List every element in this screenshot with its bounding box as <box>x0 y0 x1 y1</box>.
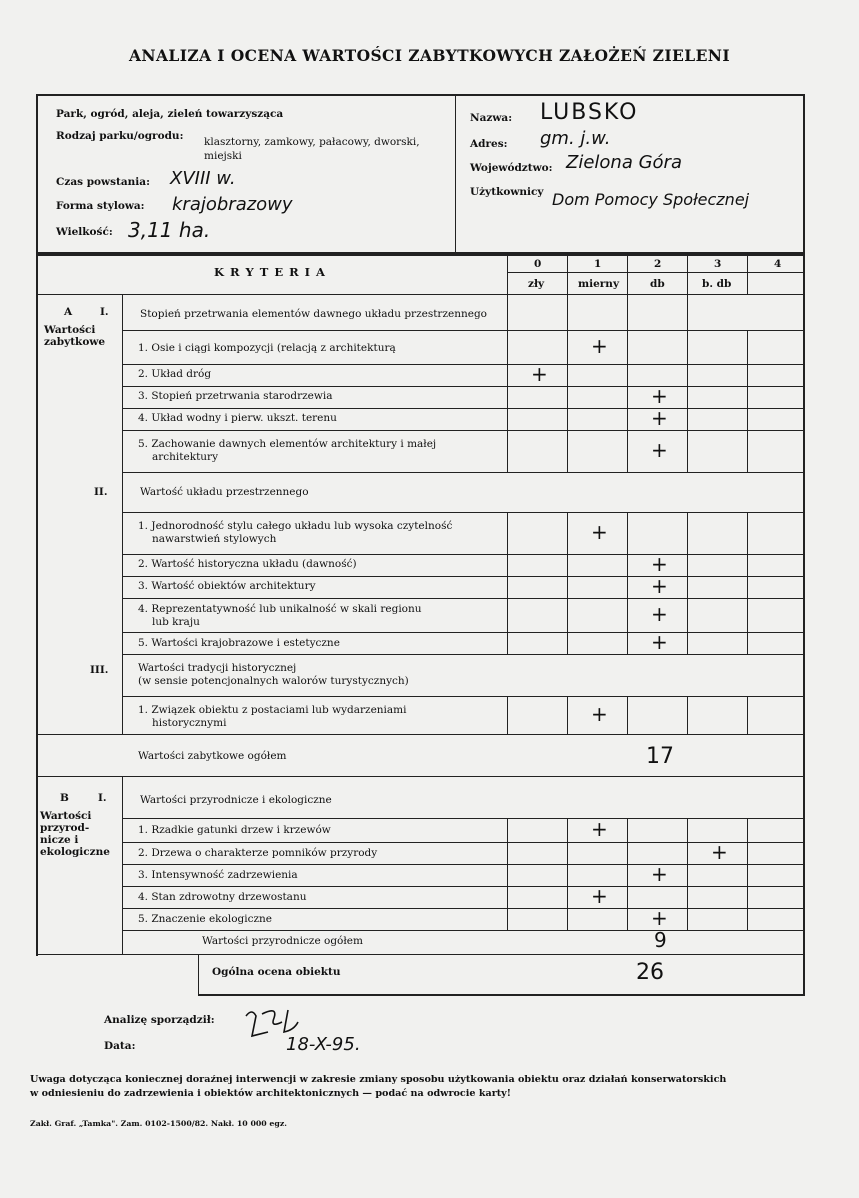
col-line <box>507 696 508 734</box>
col-label-3: b. db <box>702 278 732 290</box>
kryteria-label: K R Y T E R I A <box>214 265 326 279</box>
section-b-name-3: nicze i <box>40 834 79 846</box>
wielkosc-label: Wielkość: <box>56 226 113 238</box>
col-line <box>567 254 568 330</box>
col-line <box>687 330 688 472</box>
col-line <box>567 818 568 930</box>
row-line <box>122 654 805 655</box>
group-b-i-title: Wartości przyrodnicze i ekologiczne <box>140 794 332 806</box>
col-line <box>507 818 508 930</box>
row-ii-1: 1. Jednorodność stylu całego układu lub wysoka czytelność <box>138 520 453 532</box>
total-a-value: 17 <box>646 744 674 769</box>
row-i-2: 2. Układ dróg <box>138 368 212 380</box>
czas-value: XVIII w. <box>170 168 236 189</box>
group-iii-subtitle: (w sensie potencjonalnych walorów turystycznych) <box>138 675 409 687</box>
rating-mark: + <box>591 702 608 726</box>
data-label: Data: <box>104 1040 136 1052</box>
total-a-label: Wartości zabytkowe ogółem <box>138 750 287 762</box>
section-a-letter: A <box>64 306 73 318</box>
uwaga-line-1: Uwaga dotycząca koniecznej doraźnej interwencji w zakresie zmiany sposobu użytkowania obiektu oraz działań konserwatorskich <box>30 1074 727 1085</box>
rating-mark: + <box>531 362 548 386</box>
col-line <box>198 954 199 996</box>
col-line <box>747 512 748 654</box>
rating-mark: + <box>651 384 668 408</box>
col-line <box>627 512 628 654</box>
row-b-4: 4. Stan zdrowotny drzewostanu <box>138 891 307 903</box>
col-line <box>747 330 748 472</box>
col-line <box>627 818 628 930</box>
row-i-4: 4. Układ wodny i pierw. ukszt. terenu <box>138 412 337 424</box>
rating-mark: + <box>651 574 668 598</box>
col-line <box>122 294 123 734</box>
row-ii-5: 5. Wartości krajobrazowe i estetyczne <box>138 637 340 649</box>
col-line <box>567 512 568 654</box>
group-iii-title: Wartości tradycji historycznej <box>138 662 297 674</box>
col-line <box>687 512 688 654</box>
col-num-0: 0 <box>534 258 542 270</box>
col-line <box>627 254 628 330</box>
section-b-name-4: ekologiczne <box>40 846 110 858</box>
nazwa-value: LUBSKO <box>540 100 639 125</box>
col-header-divider <box>507 272 805 273</box>
row-i-5-cont: architektury <box>152 451 219 463</box>
rodzaj-options: klasztorny, zamkowy, pałacowy, dworski, <box>204 136 420 148</box>
czas-label: Czas powstania: <box>56 176 150 188</box>
rating-mark: + <box>651 630 668 654</box>
col-line <box>567 330 568 472</box>
row-iii-1: 1. Związek obiektu z postaciami lub wydarzeniami <box>138 704 407 716</box>
row-line <box>122 330 805 331</box>
rating-mark: + <box>651 438 668 462</box>
form-title: ANALIZA I OCENA WARTOŚCI ZABYTKOWYCH ZAŁOŻEŃ ZIELENI <box>128 46 730 65</box>
overall-row-box <box>36 956 198 998</box>
rodzaj-label: Rodzaj parku/ogrodu: <box>56 130 184 142</box>
header-divider <box>455 96 456 252</box>
adres-label: Adres: <box>470 138 508 150</box>
row-line <box>36 734 805 735</box>
overall-value: 26 <box>636 960 664 985</box>
col-line <box>747 696 748 734</box>
row-b-5: 5. Znaczenie ekologiczne <box>138 913 273 925</box>
row-b-3: 3. Intensywność zadrzewienia <box>138 869 298 881</box>
row-b-1: 1. Rzadkie gatunki drzew i krzewów <box>138 824 331 836</box>
uwaga-line-2: w odniesieniu do zadrzewienia i obiektów architektonicznych — podać na odwrocie karty! <box>30 1088 511 1099</box>
row-line <box>122 472 805 473</box>
row-line <box>122 364 805 365</box>
rating-mark: + <box>591 884 608 908</box>
section-a-roman: I. <box>100 306 109 318</box>
row-ii-2: 2. Wartość historyczna układu (dawność) <box>138 558 357 570</box>
overall-label: Ogólna ocena obiektu <box>212 966 341 978</box>
col-line <box>507 512 508 654</box>
header-bottom-line <box>36 294 805 295</box>
row-line <box>122 408 805 409</box>
col-line <box>747 818 748 930</box>
rating-mark: + <box>651 552 668 576</box>
uzytkownicy-value: Dom Pomocy Społecznej <box>552 190 750 209</box>
row-line <box>36 954 200 955</box>
analize-label: Analizę sporządził: <box>104 1014 215 1026</box>
row-line <box>122 954 805 955</box>
group-i-title: Stopień przetrwania elementów dawnego układu przestrzennego <box>140 308 487 320</box>
group-ii-title: Wartość układu przestrzennego <box>140 486 309 498</box>
row-line <box>122 930 805 931</box>
nazwa-label: Nazwa: <box>470 112 513 124</box>
col-line <box>567 696 568 734</box>
uzytkownicy-label: Użytkownicy <box>470 186 544 198</box>
row-line <box>122 554 805 555</box>
col-label-2: db <box>650 278 665 290</box>
section-divider <box>36 776 805 777</box>
printer-line: Zakł. Graf. „Tamka". Zam. 0102-1500/82. Nakł. 10 000 egz. <box>30 1119 287 1128</box>
wielkosc-value: 3,11 ha. <box>128 218 211 242</box>
row-i-1: 1. Osie i ciągi kompozycji (relacją z architekturą <box>138 342 396 354</box>
row-ii-1-cont: nawarstwień stylowych <box>152 533 277 545</box>
section-b-name-2: przyrod- <box>40 822 90 834</box>
row-line <box>122 818 805 819</box>
row-line <box>122 842 805 843</box>
row-line <box>122 386 805 387</box>
total-b-label: Wartości przyrodnicze ogółem <box>202 935 363 947</box>
col-line <box>687 254 688 330</box>
adres-value: gm. j.w. <box>540 128 611 149</box>
col-line <box>507 254 508 330</box>
rating-mark: + <box>711 840 728 864</box>
col-num-4: 4 <box>774 258 782 270</box>
col-line <box>687 696 688 734</box>
row-line <box>122 696 805 697</box>
park-type-line: Park, ogród, aleja, zieleń towarzysząca <box>56 108 284 120</box>
row-line <box>122 576 805 577</box>
forma-label: Forma stylowa: <box>56 200 145 212</box>
data-value: 18-X-95. <box>286 1034 361 1055</box>
group-ii-roman: II. <box>94 486 108 498</box>
section-a-name: Wartości <box>44 324 96 336</box>
col-label-0: zły <box>528 278 545 290</box>
row-iii-1-cont: historycznymi <box>152 717 227 729</box>
row-i-5: 5. Zachowanie dawnych elementów architektury i małej <box>138 438 437 450</box>
col-num-2: 2 <box>654 258 662 270</box>
wojewodztwo-value: Zielona Góra <box>566 152 682 173</box>
section-b-letter: B <box>60 792 69 804</box>
row-line <box>122 886 805 887</box>
row-i-3: 3. Stopień przetrwania starodrzewia <box>138 390 333 402</box>
row-line <box>122 598 805 599</box>
rating-mark: + <box>651 406 668 430</box>
col-line <box>747 254 748 294</box>
row-ii-4: 4. Reprezentatywność lub unikalność w skali regionu <box>138 603 422 615</box>
row-line <box>122 430 805 431</box>
col-line <box>687 818 688 930</box>
rodzaj-options-2: miejski <box>204 150 242 162</box>
row-line <box>122 908 805 909</box>
row-line <box>122 632 805 633</box>
col-line <box>507 330 508 472</box>
col-line <box>627 696 628 734</box>
section-a-name-2: zabytkowe <box>44 336 106 348</box>
rating-mark: + <box>591 817 608 841</box>
group-iii-roman: III. <box>90 664 109 676</box>
col-line <box>627 330 628 472</box>
rating-mark: + <box>651 906 668 930</box>
col-num-3: 3 <box>714 258 722 270</box>
col-num-1: 1 <box>594 258 602 270</box>
wojewodztwo-label: Województwo: <box>470 162 553 174</box>
row-line <box>122 512 805 513</box>
row-line <box>122 864 805 865</box>
col-label-1: mierny <box>578 278 620 290</box>
row-b-2: 2. Drzewa o charakterze pomników przyrody <box>138 847 378 859</box>
row-ii-3: 3. Wartość obiektów architektury <box>138 580 316 592</box>
col-line <box>122 776 123 954</box>
rating-mark: + <box>651 602 668 626</box>
rating-mark: + <box>651 862 668 886</box>
section-b-roman: I. <box>98 792 107 804</box>
rating-mark: + <box>591 520 608 544</box>
forma-value: krajobrazowy <box>172 194 293 215</box>
rating-mark: + <box>591 334 608 358</box>
row-ii-4-cont: lub kraju <box>152 616 200 628</box>
total-b-value: 9 <box>654 928 667 952</box>
section-b-name: Wartości <box>40 810 92 822</box>
